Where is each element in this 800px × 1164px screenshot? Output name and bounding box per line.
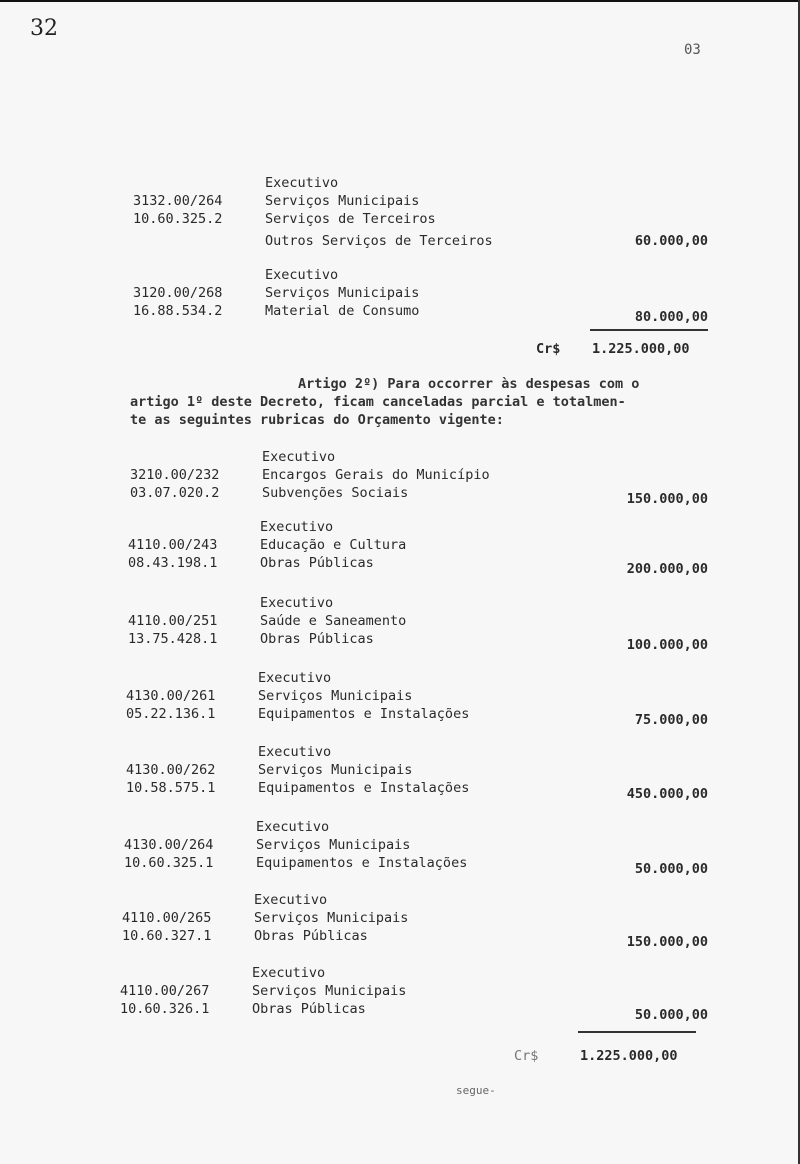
total-amount: 1.225.000,00 [580, 1048, 678, 1064]
entry-code: 4110.00/243 [128, 537, 218, 553]
entry-code: 10.58.575.1 [126, 780, 216, 796]
entry-line: Serviços Municipais [252, 983, 407, 999]
budget-entry [130, 448, 720, 528]
entry-unit: Executivo [260, 595, 334, 611]
entry-unit: Executivo [260, 519, 334, 535]
entry-line: Equipamentos e Instalações [256, 855, 468, 871]
entry-code: 10.60.326.1 [120, 1001, 210, 1017]
entry-code: 3210.00/232 [130, 467, 220, 483]
budget-entry [128, 518, 718, 598]
entry-code: 4130.00/261 [126, 688, 216, 704]
entry-unit: Executivo [265, 267, 339, 283]
entry-line: Subvenções Sociais [262, 485, 409, 501]
page-number: 32 [30, 16, 58, 41]
entry-code: 4110.00/267 [120, 983, 210, 999]
entry-amount: 50.000,00 [634, 861, 708, 877]
entry-code: 10.60.327.1 [122, 928, 212, 944]
entry-code: 4110.00/265 [122, 910, 212, 926]
entry-line: Serviços Municipais [258, 762, 413, 778]
entry-line: Equipamentos e Instalações [258, 706, 470, 722]
entry-code: 10.60.325.1 [124, 855, 214, 871]
article-line: Artigo 2º) Para occorrer às despesas com o [298, 376, 640, 392]
entry-line: Encargos Gerais do Município [262, 467, 490, 483]
article-line: artigo 1º deste Decreto, ficam canceladas parcial e totalmen- [130, 394, 626, 410]
budget-entry [126, 669, 716, 749]
scan-border-top [0, 0, 800, 2]
entry-line: Obras Públicas [260, 555, 374, 571]
entry-unit: Executivo [258, 744, 332, 760]
entry-line: Obras Públicas [254, 928, 368, 944]
entry-amount: 75.000,00 [634, 712, 708, 728]
budget-entry [133, 266, 723, 346]
entry-amount: 150.000,00 [626, 934, 708, 950]
budget-entry [128, 594, 718, 674]
budget-entry [122, 891, 712, 971]
entry-code: 10.60.325.2 [133, 211, 223, 227]
article-line: te as seguintes rubricas do Orçamento vigente: [130, 412, 504, 428]
entry-code: 4130.00/264 [124, 837, 214, 853]
budget-entry [126, 743, 716, 823]
page-sub-number: 03 [684, 42, 701, 58]
sum-rule [590, 329, 708, 331]
entry-unit: Executivo [265, 175, 339, 191]
entry-line: Educação e Cultura [260, 537, 407, 553]
entry-amount: 150.000,00 [626, 491, 708, 507]
entry-code: 3132.00/264 [133, 193, 223, 209]
entry-amount: 80.000,00 [634, 309, 708, 325]
entry-line: Serviços Municipais [254, 910, 409, 926]
entry-line: Material de Consumo [265, 303, 420, 319]
total-currency: Cr$ [536, 341, 561, 357]
total-amount: 1.225.000,00 [592, 341, 690, 357]
entry-line: Serviços Municipais [256, 837, 411, 853]
entry-code: 16.88.534.2 [133, 303, 223, 319]
entry-amount: 60.000,00 [634, 233, 708, 249]
entry-code: 4130.00/262 [126, 762, 216, 778]
entry-amount: 100.000,00 [626, 637, 708, 653]
entry-code: 03.07.020.2 [130, 485, 220, 501]
entry-unit: Executivo [256, 819, 330, 835]
entry-code: 05.22.136.1 [126, 706, 216, 722]
entry-amount: 450.000,00 [626, 786, 708, 802]
entry-code: 4110.00/251 [128, 613, 218, 629]
entry-line: Serviços Municipais [258, 688, 413, 704]
entry-code: 13.75.428.1 [128, 631, 218, 647]
entry-line: Equipamentos e Instalações [258, 780, 470, 796]
entry-amount: 50.000,00 [634, 1007, 708, 1023]
entry-line: Saúde e Saneamento [260, 613, 407, 629]
entry-line: Outros Serviços de Terceiros [265, 233, 493, 249]
entry-unit: Executivo [258, 670, 332, 686]
entry-unit: Executivo [252, 965, 326, 981]
budget-entry [133, 174, 723, 254]
entry-code: 3120.00/268 [133, 285, 223, 301]
entry-line: Serviços Municipais [265, 285, 420, 301]
entry-line: Serviços Municipais [265, 193, 420, 209]
budget-entry [124, 818, 714, 898]
continues-note: segue- [456, 1084, 496, 1097]
total-currency: Cr$ [514, 1048, 539, 1064]
entry-line: Serviços de Terceiros [265, 211, 436, 227]
entry-code: 08.43.198.1 [128, 555, 218, 571]
entry-amount: 200.000,00 [626, 561, 708, 577]
entry-line: Obras Públicas [260, 631, 374, 647]
entry-unit: Executivo [262, 449, 336, 465]
entry-unit: Executivo [254, 892, 328, 908]
article-paragraph [130, 375, 710, 429]
entry-line: Obras Públicas [252, 1001, 366, 1017]
sum-rule [578, 1031, 696, 1033]
